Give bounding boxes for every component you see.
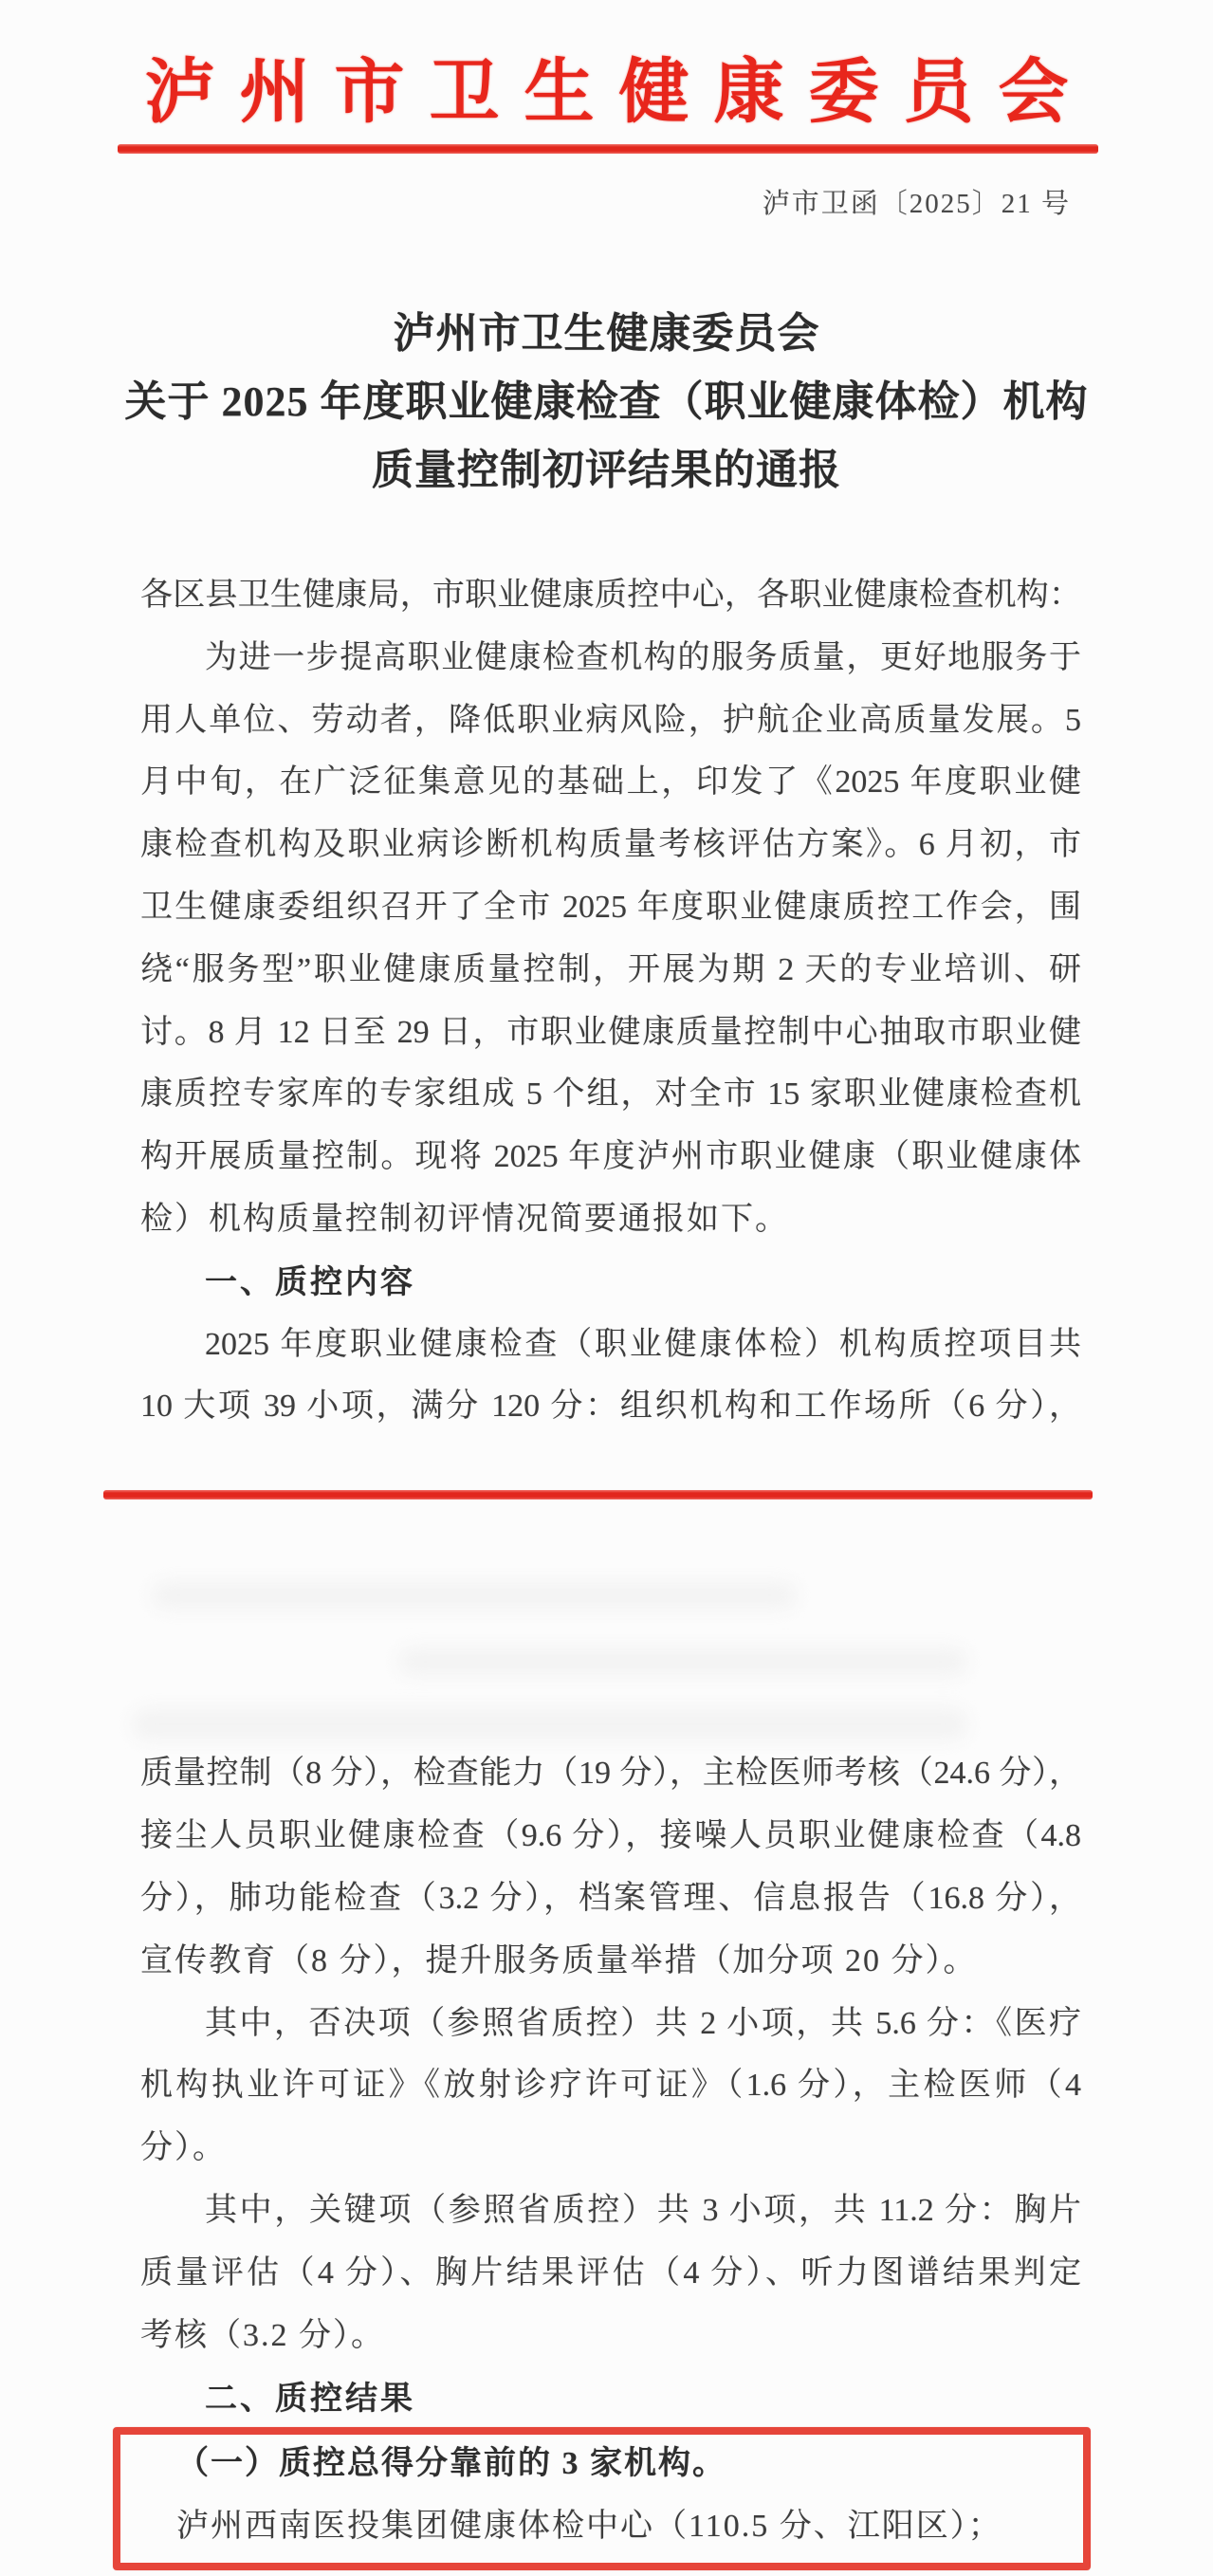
body-line: 接尘人员职业健康检查（9.6 分），接噪人员职业健康检查（4.8 [140, 1818, 1081, 1853]
body-line: 考核（3.2 分）。 [140, 2318, 385, 2353]
body-line: 10 大项 39 小项，满分 120 分：组织机构和工作场所（6 分）， [140, 1389, 1081, 1424]
body-line: 康检查机构及职业病诊断机构质量考核评估方案》。6 月初，市 [140, 827, 1081, 862]
page-transition-ghosting [398, 1648, 967, 1675]
body-line: 分），肺功能检查（3.2 分），档案管理、信息报告（16.8 分）， [140, 1881, 1081, 1916]
body-line: 分）。 [140, 2130, 227, 2165]
body-line: 构开展质量控制。现将 2025 年度泸州市职业健康（职业健康体 [140, 1139, 1081, 1174]
body-line: 机构执业许可证》《放射诊疗许可证》（1.6 分），主检医师（4 [140, 2068, 1081, 2103]
section-heading-1: 一、质控内容 [205, 1264, 415, 1300]
page-transition-ghosting [152, 1582, 797, 1609]
body-line: 2025 年度职业健康检查（职业健康体检）机构质控项目共 [205, 1327, 1081, 1362]
body-line: 其中，否决项（参照省质控）共 2 小项，共 5.6 分：《医疗 [205, 2006, 1081, 2041]
body-line: 卫生健康委组织召开了全市 2025 年度职业健康质控工作会，围 [140, 890, 1081, 925]
body-line: 质量控制（8 分），检查能力（19 分），主检医师考核（24.6 分）， [140, 1756, 1081, 1791]
highlight-heading: （一）质控总得分靠前的 3 家机构。 [176, 2446, 726, 2481]
page-transition-ghosting [133, 1709, 967, 1739]
body-line: 为进一步提高职业健康检查机构的服务质量，更好地服务于 [205, 640, 1081, 675]
body-line: 康质控专家库的专家组成 5 个组，对全市 15 家职业健康检查机 [140, 1076, 1081, 1112]
salutation-line: 各区县卫生健康局，市职业健康质控中心，各职业健康检查机构： [140, 578, 1081, 613]
letterhead-title: 泸州市卫生健康委员会 [144, 54, 1094, 132]
section-heading-2: 二、质控结果 [205, 2381, 415, 2417]
body-line: 检）机构质量控制初评情况简要通报如下。 [140, 1202, 789, 1237]
letterhead-divider [118, 144, 1098, 154]
body-line: 宣传教育（8 分），提升服务质量举措（加分项 20 分）。 [140, 1943, 978, 1978]
body-line: 讨。8 月 12 日至 29 日，市职业健康质量控制中心抽取市职业健 [140, 1015, 1081, 1050]
body-line: 质量评估（4 分）、胸片结果评估（4 分）、听力图谱结果判定 [140, 2255, 1081, 2291]
page-break-divider [103, 1490, 1093, 1500]
title-line-1: 泸州市卫生健康委员会 [393, 310, 820, 357]
body-line: 月中旬，在广泛征集意见的基础上，印发了《2025 年度职业健 [140, 764, 1081, 800]
doc-number: 泸市卫函〔2025〕21 号 [762, 189, 1071, 219]
body-line: 用人单位、劳动者，降低职业病风险，护航企业高质量发展。5 [140, 703, 1081, 738]
body-line: 其中，关键项（参照省质控）共 3 小项，共 11.2 分：胸片 [205, 2193, 1081, 2228]
title-line-2: 关于 2025 年度职业健康检查（职业健康体检）机构 [124, 378, 1089, 425]
highlight-item: 泸州西南医投集团健康体检中心（110.5 分、江阳区）； [176, 2509, 1002, 2544]
title-line-3: 质量控制初评结果的通报 [372, 447, 841, 493]
body-line: 绕“服务型”职业健康质量控制，开展为期 2 天的专业培训、研 [140, 952, 1081, 987]
